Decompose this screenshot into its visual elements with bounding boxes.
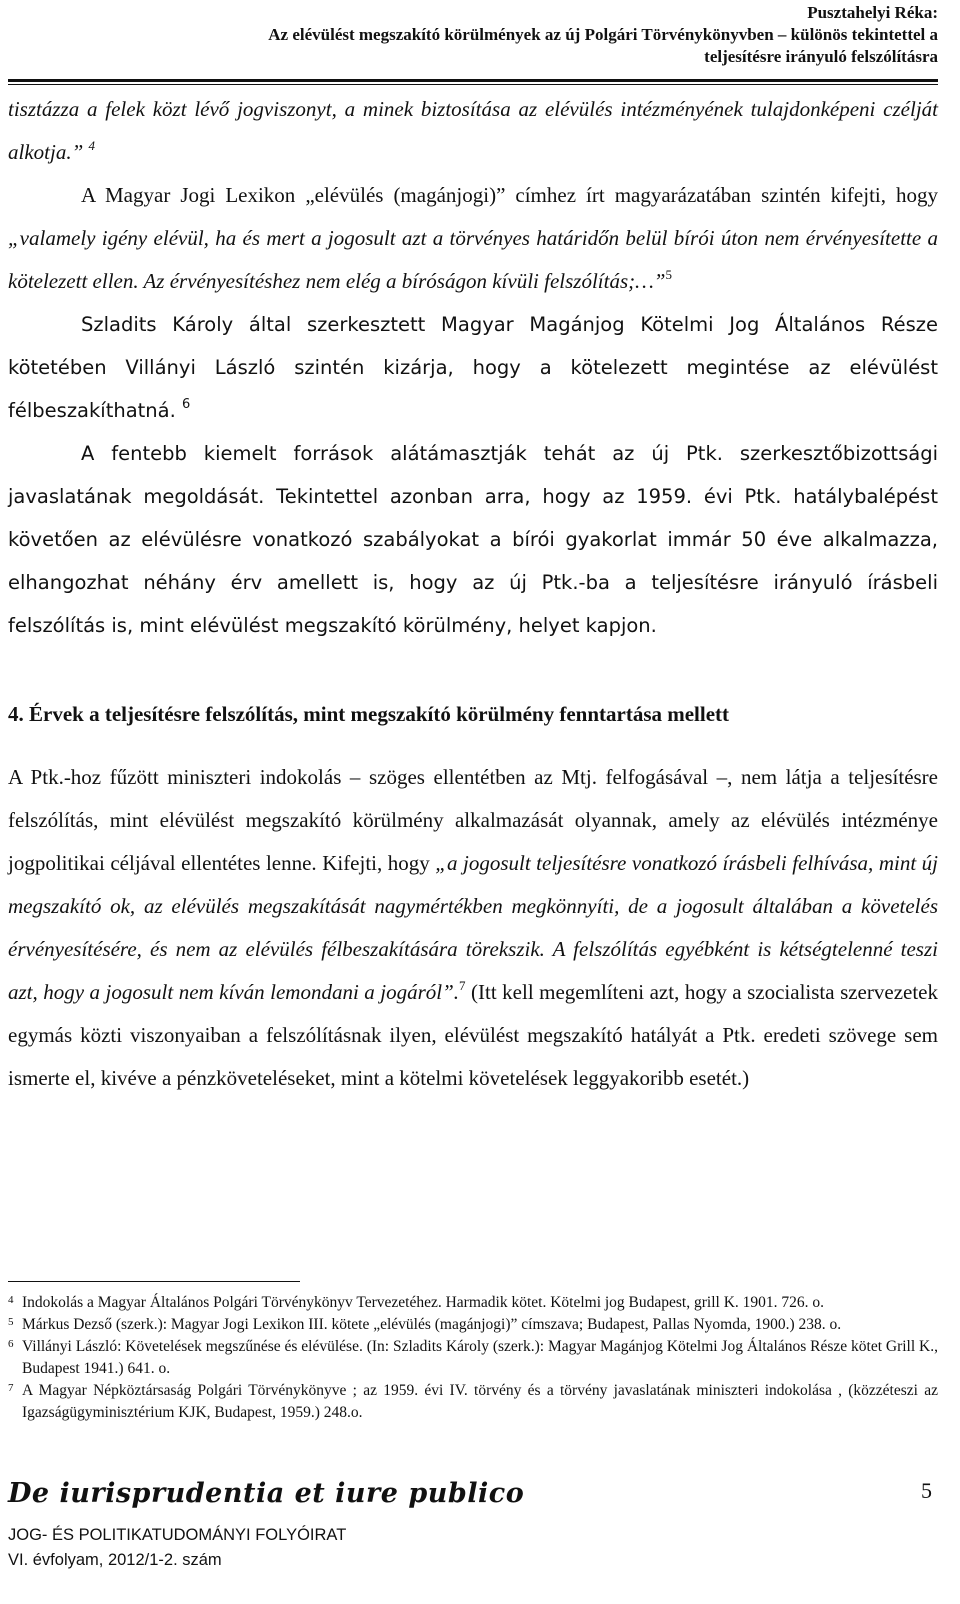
footnote-text: Villányi László: Követelések megszűnése és elévülése. (In: Szladits Károly (szerk.): Magyar Magánjog Kötelmi Jog Általános Része kötet Grill K., Budapest 1941.) 641. o. bbox=[22, 1338, 938, 1377]
paragraph-quote-continuation bbox=[8, 88, 938, 174]
paragraph-4-text: A fentebb kiemelt források alátámasztják tehát az új Ptk. szerkesztőbizottsági javaslatának megoldását. Tekintettel azonban arra, hogy az 1959. évi Ptk. hatálybalépést követően az elévülésre vonatkozó szabályokat a bírói gyakorlat immár 50 éve alkalmazza, elhangozhat néhány érv amellett is, hogy az új Ptk.-ba a teljesítésre irányuló írásbeli felszólítás is, mint elévülést megszakító körülmény, helyet kapjon. bbox=[8, 442, 938, 637]
footnote-5 bbox=[8, 1314, 938, 1336]
footnote-ref-6: 6 bbox=[182, 397, 191, 412]
journal-volume: VI. évfolyam, 2012/1-2. szám bbox=[8, 1551, 222, 1569]
footnote-7 bbox=[8, 1380, 938, 1424]
footnote-separator bbox=[8, 1281, 300, 1282]
section-spacer bbox=[8, 647, 938, 693]
footnote-text: Márkus Dezső (szerk.): Magyar Jogi Lexikon III. kötete „elévülés (magánjogi)” címszava; Budapest, Pallas Nyomda, 1900.) 238. o. bbox=[22, 1316, 842, 1333]
paragraph-5-text: A Ptk.-hoz fűzött miniszteri indokolás – szöges ellentétben az Mtj. felfogásával –, nem látja a teljesítésre felszólítás, mint elévülést megszakító körülmény alkalmazását olyannak, amely az elévülés intézménye jogpolitikai céljával ellentétes lenne. Kifejti, hogy bbox=[8, 765, 938, 875]
paragraph-3-text: Szladits Károly által szerkesztett Magyar Magánjog Kötelmi Jog Általános Része kötetében Villányi László szintén kizárja, hogy a kötelezett megintése az elévülést félbeszakíthatná. bbox=[8, 313, 938, 422]
footnote-number: 5 bbox=[8, 1316, 14, 1328]
heading-spacer bbox=[8, 736, 938, 756]
journal-name: JOG- ÉS POLITIKATUDOMÁNYI FOLYÓIRAT bbox=[8, 1526, 347, 1544]
journal-logo-title: De iurisprudentia et iure publico bbox=[8, 1478, 525, 1509]
paragraph-5-quote: „a jogosult teljesítésre vonatkozó írásbeli felhívása, mint új megszakító ok, az elévülés megszakítását nagymértékben megkönnyíti, de a jogosult általában a követelés érvényesítésére, és nem az elévülés félbeszakítására törekszik. A felszólítás egyébként is kétségtelenné teszi azt, hogy a jogosult nem kíván lemondani a jogáról”. bbox=[8, 851, 938, 1004]
footnote-ref-4: 4 bbox=[88, 138, 96, 153]
header-rule bbox=[8, 79, 938, 85]
footnote-ref-5: 5 bbox=[665, 267, 672, 282]
paragraph-2-quote: „valamely igény elévül, ha és mert a jogosult azt a törvényes határidőn belül bírói úton nem érvényesítette a kötelezett ellen. Az érvényesítéshez nem elég a bíróságon kívüli felszólítás;…” bbox=[8, 226, 938, 293]
footnote-4 bbox=[8, 1292, 938, 1314]
footnote-number: 7 bbox=[8, 1382, 14, 1394]
footnote-text: A Magyar Népköztársaság Polgári Törvénykönyve ; az 1959. évi IV. törvény és a törvény javaslatának miniszteri indokolása , (közzéteszi az Igazságügyminisztérium KJK, Budapest, 1959.) 248.o. bbox=[22, 1382, 938, 1421]
footnote-number: 4 bbox=[8, 1294, 14, 1306]
running-header bbox=[268, 2, 938, 68]
section-heading: 4. Érvek a teljesítésre felszólítás, mint megszakító körülmény fenntartása mellett bbox=[8, 702, 730, 726]
article-body bbox=[8, 88, 938, 1100]
paragraph-5-remark: (Itt kell megemlíteni azt, hogy a szocialista szervezetek egymás közti viszonyaiban a felszólításnak ilyen, elévülést megszakító hatályát a Ptk. eredeti szövege sem ismerte el, kivéve a pénzköveteléseket, mint a kötelmi követelések leggyakoribb esetét.) bbox=[8, 980, 938, 1090]
footnote-number: 6 bbox=[8, 1338, 14, 1350]
footnote-ref-7: 7 bbox=[459, 978, 466, 993]
header-title-line1: Az elévülést megszakító körülmények az új Polgári Törvénykönyvben – különös tekintettel a bbox=[268, 25, 938, 44]
paragraph-forrasok bbox=[8, 432, 938, 647]
footnotes bbox=[8, 1292, 938, 1424]
footnote-6 bbox=[8, 1336, 938, 1380]
footnote-text: Indokolás a Magyar Általános Polgári Törvénykönyv Tervezetéhez. Harmadik kötet. Kötelmi jog Budapest, grill K. 1901. 726. o. bbox=[22, 1294, 825, 1311]
paragraph-szladits bbox=[8, 303, 938, 432]
paragraph-2-text: A Magyar Jogi Lexikon „elévülés (magánjogi)” címhez írt magyarázatában szintén kifejti, hogy bbox=[81, 183, 938, 207]
header-author: Pusztahelyi Réka: bbox=[807, 3, 938, 22]
page-number: 5 bbox=[921, 1478, 932, 1503]
paragraph-jogi-lexikon bbox=[8, 174, 938, 303]
paragraph-indokolas bbox=[8, 756, 938, 1100]
header-title-line2: teljesítésre irányuló felszólításra bbox=[704, 47, 938, 66]
paragraph-1-text: tisztázza a felek közt lévő jogviszonyt, a minek biztosítása az elévülés intézményének tulajdonképeni czélját alkotja.” bbox=[8, 97, 938, 164]
